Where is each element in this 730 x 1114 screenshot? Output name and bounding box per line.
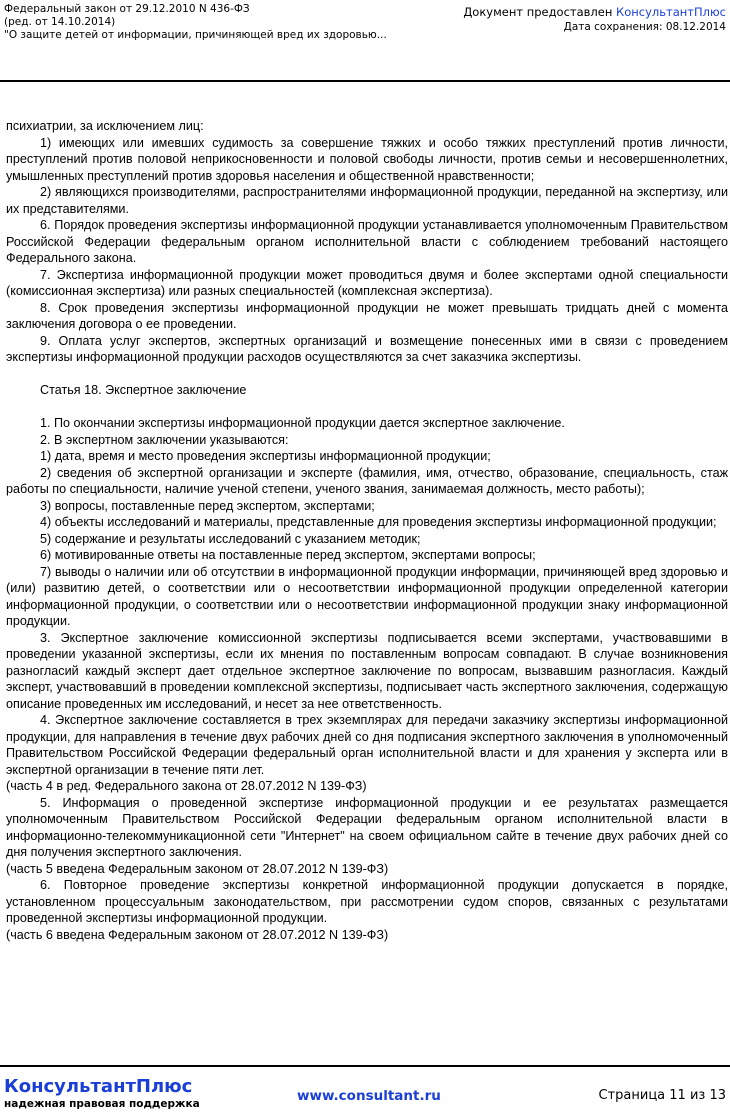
paragraph: 1. По окончании экспертизы информационной продукции дается экспертное заключение.	[40, 416, 565, 430]
paragraph: (часть 4 в ред. Федерального закона от 28.07.2012 N 139-ФЗ)	[6, 779, 367, 793]
footer-logo	[4, 1076, 200, 1111]
paragraph-spacer	[6, 399, 728, 416]
paragraph: (часть 5 введена Федеральным законом от 28.07.2012 N 139-ФЗ)	[6, 861, 389, 876]
header-provided-label: Документ предоставлен	[463, 5, 617, 19]
paragraph: 6. Порядок проведения экспертизы информационной продукции устанавливается уполномоченным Правительством Российской Федерации федеральным органом исполнительной власти с соблюдением требований настоящего Федерального закона.	[6, 218, 728, 265]
paragraph-spacer	[6, 366, 728, 383]
paragraph: 6. Повторное проведение экспертизы конкретной информационной продукции допускается в порядке, установленном процессуальным законодательством, при рассмотрении судом споров, связанных с результатами проведенной экспертизы информационной продукции.	[6, 878, 728, 925]
paragraph: 1) имеющих или имевших судимость за совершение тяжких и особо тяжких преступлений против личности, преступлений против половой неприкосновенности и половой свободы личности, против семьи и несовершеннолетних, умышленных преступлений против здоровья населения и общественной нравственности;	[6, 135, 728, 183]
paragraph: (часть 6 введена Федеральным законом от 28.07.2012 N 139-ФЗ)	[6, 927, 389, 942]
footer-logo-tagline: надежная правовая поддержка	[4, 1098, 200, 1110]
header-save-date: Дата сохранения: 08.12.2014	[563, 21, 726, 33]
paragraph: 3. Экспертное заключение комиссионной экспертизы подписывается всеми экспертами, участвовавшими в проведении указанной экспертизы, если их мнения по поставленным вопросам совпадают. В случае возникновения разногласий каждый эксперт дает отдельное экспертное заключение по вопросам, вызвавшим разногласия. Каждый эксперт, участвовавший в проведении комплексной экспертизы, подписывает часть экспертного заключения, содержащую описание проведенных им исследований, и несет за нее ответственность.	[6, 630, 728, 711]
document-header-right	[463, 5, 726, 35]
document-header-left	[4, 3, 387, 42]
paragraph: 2) являющихся производителями, распространителями информационной продукции, переданной на экспертизу, или их представителями.	[6, 185, 728, 216]
footer-url-link[interactable]: www.consultant.ru	[297, 1088, 441, 1104]
paragraph: 3) вопросы, поставленные перед экспертом, экспертами;	[40, 498, 375, 513]
paragraph: 6) мотивированные ответы на поставленные перед экспертом, экспертами вопросы;	[40, 548, 536, 562]
footer-page-number: Страница 11 из 13	[598, 1088, 726, 1103]
paragraph: 5) содержание и результаты исследований с указанием методик;	[40, 531, 421, 546]
footer-logo-name: КонсультантПлюс	[4, 1076, 193, 1097]
header-revision: (ред. от 14.10.2014)	[4, 16, 116, 28]
paragraph: 1) дата, время и место проведения экспертизы информационной продукции;	[40, 449, 491, 463]
paragraph: 2. В экспертном заключении указываются:	[40, 432, 289, 447]
paragraph: 7. Экспертиза информационной продукции может проводиться двумя и более экспертами одной специальности (комиссионная экспертиза) или разных специальностей (комплексная экспертиза).	[6, 267, 728, 298]
paragraph: 9. Оплата услуг экспертов, экспертных организаций и возмещение понесенных ими в связи с проведением экспертизы информационной продукции расходов осуществляются за счет заказчика экспертизы.	[6, 333, 728, 364]
paragraph: 8. Срок проведения экспертизы информационной продукции не может превышать тридцать дней с момента заключения договора о ее проведении.	[6, 300, 728, 331]
footer-divider	[0, 1065, 730, 1067]
paragraph: 2) сведения об экспертной организации и эксперте (фамилия, имя, отчество, образование, специальность, стаж работы по специальности, наличие ученой степени, ученого звания, занимаемая должность, место работы);	[6, 465, 728, 496]
paragraph: Статья 18. Экспертное заключение	[40, 383, 247, 397]
paragraph: 4. Экспертное заключение составляется в трех экземплярах для передачи заказчику экспертизы информационной продукции, для направления в течение двух рабочих дней со дня подписания экспертного заключения в уполномоченный Правительством Российской Федерации федеральный орган исполнительной власти и для хранения у эксперта или в экспертной организации в течение пяти лет.	[6, 713, 728, 777]
header-brand-link[interactable]: КонсультантПлюс	[616, 5, 726, 19]
header-law-title: Федеральный закон от 29.12.2010 N 436-ФЗ	[4, 3, 250, 15]
paragraph: психиатрии, за исключением лиц:	[6, 119, 204, 133]
paragraph: 7) выводы о наличии или об отсутствии в информационной продукции информации, причиняющей вред здоровью и (или) развитию детей, о соответствии или о несоответствии информационной продукции определенной категории информационной продукции, о соответствии или о несоответствии информационной продукции знаку информационной продукции.	[6, 564, 728, 628]
paragraph: 4) объекты исследований и материалы, представленные для проведения экспертизы информационной продукции;	[40, 515, 717, 529]
header-provided-by	[463, 5, 726, 20]
document-body	[6, 118, 728, 943]
paragraph: 5. Информация о проведенной экспертизе информационной продукции и ее результатах размещается уполномоченным Правительством Российской Федерации федеральным органом исполнительной власти в информационно-телекоммуникационной сети "Интернет" на своем официальном сайте в течение двух рабочих дней со дня получения экспертного заключения.	[6, 795, 728, 859]
header-law-name: "О защите детей от информации, причиняющей вред их здоровью...	[4, 29, 387, 41]
header-divider	[0, 80, 730, 82]
